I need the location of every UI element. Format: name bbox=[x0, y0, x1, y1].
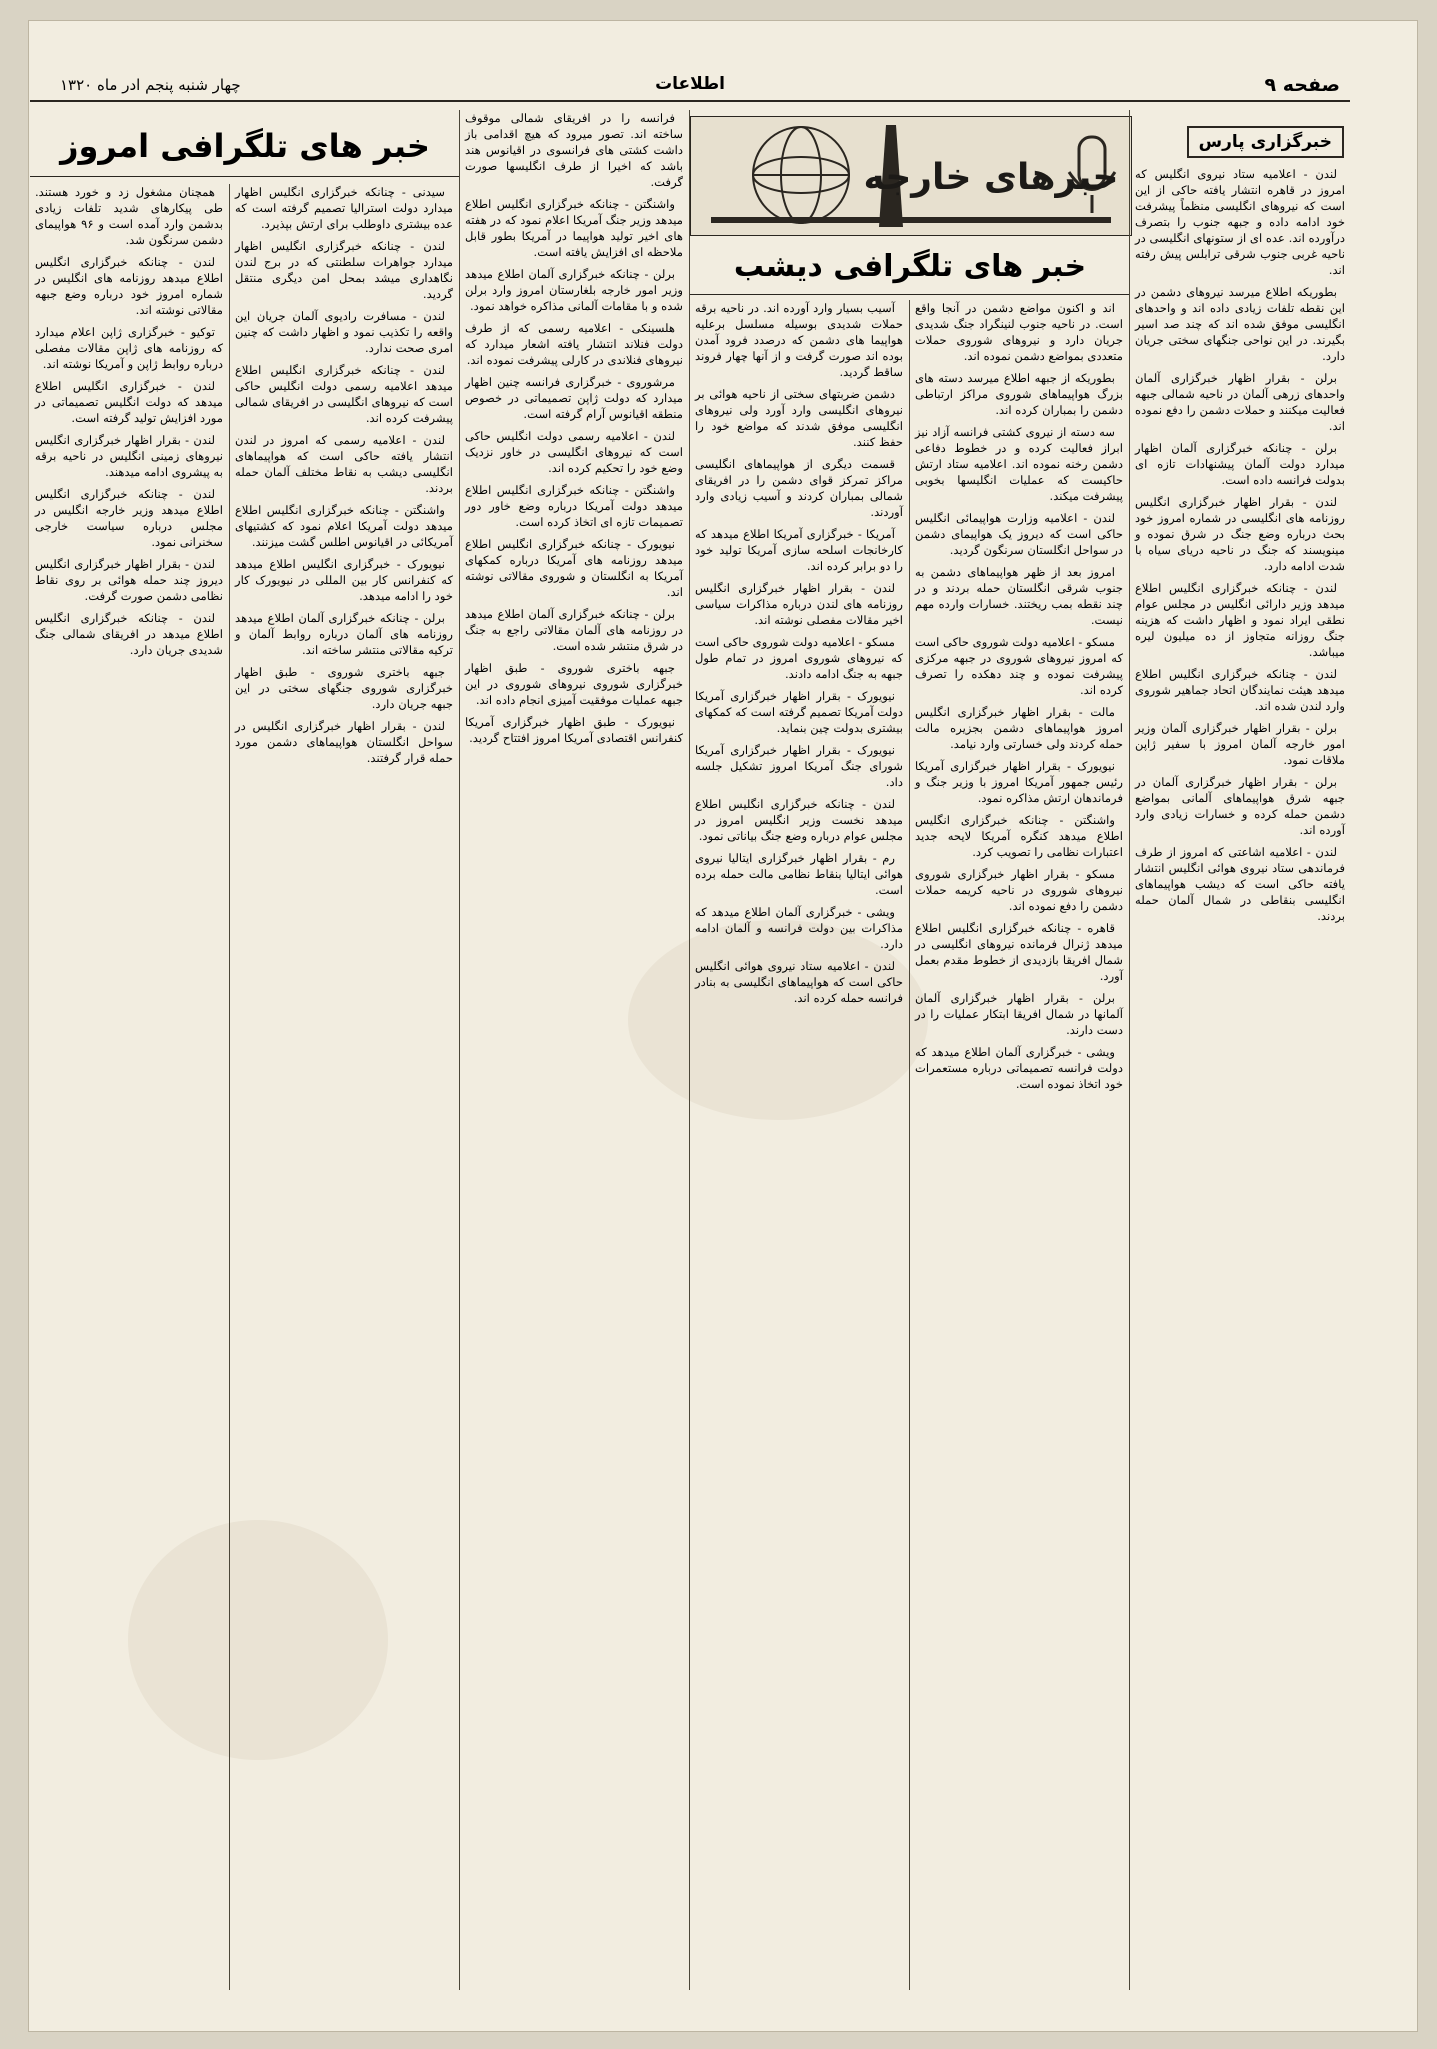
news-item: لندن - چنانکه خبرگزاری انگلیس اطلاع میدهد نخست وزیر انگلیس امروز در مجلس عوام درباره وضع جنگ بیاناتی نمود. bbox=[695, 797, 903, 843]
news-column-1 bbox=[1130, 166, 1350, 1990]
column-rule bbox=[909, 300, 910, 1990]
pars-agency-heading bbox=[1130, 116, 1350, 160]
news-item: قاهره - چنانکه خبرگزاری انگلیس اطلاع میدهد ژنرال فرمانده نیروهای انگلیسی در شمال افریقا بازدیدی از خطوط مقدم بعمل آورد. bbox=[915, 921, 1123, 983]
news-item: دشمن ضربتهای سختی از ناحیه هوائی بر نیروهای انگلیسی وارد آورد ولی نیروهای انگلیسی موفق شدند که مواضع خود را حفظ کنند. bbox=[695, 387, 903, 449]
column-rule bbox=[1129, 110, 1130, 1990]
news-item: سیدنی - چنانکه خبرگزاری انگلیس اظهار میدارد دولت استرالیا تصمیم گرفته است که عده بیشتری داوطلب برای ارتش بپذیرد. bbox=[235, 185, 453, 231]
news-item: لندن - چنانکه خبرگزاری انگلیس اطلاع میدهد روزنامه های انگلیس در شماره امروز خود درباره وضع جبهه مقالاتی نوشته اند. bbox=[35, 255, 223, 317]
news-item: نیویورک - بقرار اظهار خبرگزاری آمریکا شورای جنگ آمریکا امروز تشکیل جلسه داد. bbox=[695, 743, 903, 789]
news-item: امروز بعد از ظهر هواپیماهای دشمن به جنوب شرقی انگلستان حمله بردند و در چند نقطه بمب ریختند. خسارات وارده مهم نیست. bbox=[915, 565, 1123, 627]
newspaper-name: اطلاعات bbox=[655, 74, 725, 94]
foreign-news-banner bbox=[690, 116, 1132, 236]
news-item: لندن - بقرار اظهار خبرگزاری انگلیس در سواحل انگلستان هواپیماهای دشمن مورد حمله قرار گرفتند. bbox=[235, 719, 453, 765]
news-column-2 bbox=[910, 300, 1128, 1990]
news-item: لندن - اعلامیه ستاد نیروی انگلیس که امروز در قاهره انتشار یافته حاکی از این است که نیروهای انگلیسی منظماً پیشرفت خود ادامه داده و جبهه جنوب را بتصرف درآورده اند. عده ای از ستونهای انگلیسی در ناحیه غربی جنوب شرقی ترابلس پیش رفته اند. bbox=[1135, 167, 1345, 277]
news-item: واشنگتن - چنانکه خبرگزاری انگلیس اطلاع میدهد کنگره آمریکا لایحه جدید اعتبارات نظامی را تصویب کرد. bbox=[915, 813, 1123, 859]
news-item: برلن - چنانکه خبرگزاری آلمان اظهار میدارد دولت آلمان پیشنهادات تازه ای بدولت فرانسه داده است. bbox=[1135, 441, 1345, 487]
news-item: فرانسه را در افریقای شمالی موقوف ساخته اند. تصور میرود که هیچ اقدامی باز داشت کشتی های فرانسوی در اقیانوس هند باشد که اخیرا از طرف انگلیسها صورت گرفت. bbox=[465, 111, 683, 189]
news-item: بطوریکه از جبهه اطلاع میرسد دسته های بزرگ هواپیماهای شوروی مراکز ارتباطی دشمن را بمباران کرده اند. bbox=[915, 371, 1123, 417]
news-item: واشنگتن - چنانکه خبرگزاری انگلیس اطلاع میدهد دولت آمریکا اعلام نمود که کشتیهای آمریکائی در اقیانوس اطلس گشت میزنند. bbox=[235, 503, 453, 549]
news-item: جبهه باختری شوروی - طبق اظهار خبرگزاری شوروی نیروهای شوروی در این جبهه عملیات موفقیت آمیزی انجام داده اند. bbox=[465, 661, 683, 707]
news-item: لندن - بقرار اظهار خبرگزاری انگلیس روزنامه های انگلیسی در شماره امروز خود بحث درباره وضع جنگ در شرق نموده و مینویسند که جنگ در ناحیه دریای سیاه با شدت ادامه دارد. bbox=[1135, 495, 1345, 573]
news-item: لندن - بقرار اظهار خبرگزاری انگلیس دیروز چند حمله هوائی بر روی نقاط نظامی دشمن صورت گرفت. bbox=[35, 557, 223, 603]
news-item: لندن - چنانکه خبرگزاری انگلیس اطلاع میدهد اعلامیه رسمی دولت انگلیس حاکی است که نیروهای انگلیسی در افریقای شمالی پیشرفت کرده اند. bbox=[235, 363, 453, 425]
news-item: آمریکا - خبرگزاری آمریکا اطلاع میدهد که کارخانجات اسلحه سازی آمریکا تولید خود را دو برابر کرده اند. bbox=[695, 527, 903, 573]
news-item: برلن - چنانکه خبرگزاری آلمان اطلاع میدهد وزیر امور خارجه بلغارستان امروز وارد برلن شده و با مقامات آلمانی مذاکره خواهد نمود. bbox=[465, 267, 683, 313]
headline-telegraph-night: خبر های تلگرافی دیشب bbox=[690, 240, 1130, 295]
news-item: برلن - بقرار اظهار خبرگزاری آلمان واحدهای زرهی آلمان در ناحیه شمالی جبهه فعالیت میکنند و حملات دشمن را دفع نموده اند. bbox=[1135, 371, 1345, 433]
page-number: صفحه ۹ bbox=[1264, 74, 1340, 96]
news-item: لندن - چنانکه خبرگزاری انگلیس اطلاع میدهد در افریقای شمالی جنگ شدیدی جریان دارد. bbox=[35, 611, 223, 657]
news-item: لندن - اعلامیه اشاعتی که امروز از طرف فرماندهی ستاد نیروی هوائی انگلیس انتشار یافته حاکی است که دیشب هواپیماهای انگلیسی بنقاطی در شمال آلمان حمله بردند. bbox=[1135, 845, 1345, 923]
column-rule bbox=[689, 110, 690, 1990]
headline-telegraph-today: خبر های تلگرافی امروز bbox=[30, 116, 460, 177]
news-item: لندن - چنانکه خبرگزاری انگلیس اطلاع میدهد وزیر دارائی انگلیس در مجلس عوام نطقی ایراد نمود و اظهار داشت که هزینه جنگ روزانه متجاوز از ده میلیون لیره میباشد. bbox=[1135, 581, 1345, 659]
banner-title: خبرهای خارجه bbox=[863, 157, 1119, 198]
news-item: مالت - بقرار اظهار خبرگزاری انگلیس امروز هواپیماهای دشمن بجزیره مالت حمله کردند ولی خسارتی وارد نیامد. bbox=[915, 705, 1123, 751]
news-item: نیویورک - بقرار اظهار خبرگزاری آمریکا رئیس جمهور آمریکا امروز با وزیر جنگ و فرماندهان ارتش مذاکره نمود. bbox=[915, 759, 1123, 805]
news-item: لندن - چنانکه خبرگزاری انگلیس اطلاع میدهد وزیر خارجه انگلیس در مجلس درباره سیاست خارجی سخنرانی نمود. bbox=[35, 487, 223, 549]
news-item: مرشوروی - خبرگزاری فرانسه چنین اظهار میدارد که دولت ژاپن تصمیماتی در خصوص منطقه اقیانوس آرام گرفته است. bbox=[465, 375, 683, 421]
news-column-4 bbox=[460, 110, 688, 1990]
issue-date: چهار شنبه پنجم ادر ماه ۱۳۲۰ bbox=[60, 76, 241, 94]
news-column-6 bbox=[30, 184, 228, 1990]
news-item: قسمت دیگری از هواپیماهای انگلیسی مراکز تمرکز قوای دشمن را در افریقای شمالی بمباران کردند و آسیب زیادی وارد آوردند. bbox=[695, 457, 903, 519]
news-item: بطوریکه اطلاع میرسد نیروهای دشمن در این نقطه تلفات زیادی داده اند و واحدهای انگلیسی موفق شده اند که چند صد اسیر بگیرند. در این نواحی جنگهای سختی جریان دارد. bbox=[1135, 285, 1345, 363]
news-item: مسکو - بقرار اظهار خبرگزاری شوروی نیروهای شوروی در ناحیه کریمه حملات دشمن را دفع نموده اند. bbox=[915, 867, 1123, 913]
news-item: واشنگتن - چنانکه خبرگزاری انگلیس اطلاع میدهد وزیر جنگ آمریکا اعلام نمود که در هفته های اخیر تولید هواپیما در آمریکا بطور قابل ملاحظه ای افزایش یافته است. bbox=[465, 197, 683, 259]
news-item: لندن - چنانکه خبرگزاری انگلیس اطلاع میدهد هیئت نمایندگان اتحاد جماهیر شوروی وارد لندن شده اند. bbox=[1135, 667, 1345, 713]
news-column-3 bbox=[690, 300, 908, 1990]
news-item: مسکو - اعلامیه دولت شوروی حاکی است که امروز نیروهای شوروی در جبهه مرکزی پیشرفت نموده و چند دهکده را تصرف کرده اند. bbox=[915, 635, 1123, 697]
news-item: هلسینکی - اعلامیه رسمی که از طرف دولت فنلاند انتشار یافته اشعار میدارد که نیروهای فنلاندی در کارلی پیشرفت نموده اند. bbox=[465, 321, 683, 367]
page-header bbox=[30, 70, 1350, 102]
news-item: سه دسته از نیروی کشتی فرانسه آزاد نیز ابراز فعالیت کرده و در خطوط دفاعی دشمن رخنه نموده اند. اعلامیه ستاد ارتش حاکیست که عملیات انگلیسها بخوبی پیشرفت میکند. bbox=[915, 425, 1123, 503]
news-item: لندن - چنانکه خبرگزاری انگلیس اظهار میدارد جواهرات سلطنتی که در برج لندن نگاهداری میشد بمحل امن دیگری منتقل گردید. bbox=[235, 239, 453, 301]
banner-illustration bbox=[691, 117, 1131, 235]
news-column-5 bbox=[230, 184, 458, 1990]
news-item: مسکو - اعلامیه دولت شوروی حاکی است که نیروهای شوروی امروز در تمام طول جبهه به جنگ ادامه دادند. bbox=[695, 635, 903, 681]
news-item: برلن - چنانکه خبرگزاری آلمان اطلاع میدهد روزنامه های آلمان درباره روابط آلمان و ترکیه مقالاتی منتشر ساخته اند. bbox=[235, 611, 453, 657]
news-item: رم - بقرار اظهار خبرگزاری ایتالیا نیروی هوائی ایتالیا بنقاط نظامی مالت حمله برده است. bbox=[695, 851, 903, 897]
news-item: آسیب بسیار وارد آورده اند. در ناحیه برقه حملات شدیدی بوسیله مسلسل برعلیه هواپیما های دشمن که درصدد فرود آمدن بوده اند صورت گرفت و از آنها چهار فروند ساقط گردید. bbox=[695, 301, 903, 379]
news-item: نیویورک - بقرار اظهار خبرگزاری آمریکا دولت آمریکا تصمیم گرفته است که کمکهای بیشتری بدولت چین بنماید. bbox=[695, 689, 903, 735]
news-item: برلن - بقرار اظهار خبرگزاری آلمان در جبهه شرق هواپیماهای آلمانی بمواضع دشمن حمله کرده و خسارات زیادی وارد آورده اند. bbox=[1135, 775, 1345, 837]
news-item: برلن - چنانکه خبرگزاری آلمان اطلاع میدهد در روزنامه های آلمان مقالاتی راجع به جنگ در شرق منتشر شده است. bbox=[465, 607, 683, 653]
news-item: لندن - اعلامیه وزارت هواپیمائی انگلیس حاکی است که دیروز یک هواپیمای دشمن در سواحل انگلستان سرنگون گردید. bbox=[915, 511, 1123, 557]
news-item: اند و اکنون مواضع دشمن در آنجا واقع است. در ناحیه جنوب لنینگراد جنگ شدیدی جریان دارد و نیروهای شوروی حملات متعددی بمواضع دشمن نموده اند. bbox=[915, 301, 1123, 363]
news-item: برلن - بقرار اظهار خبرگزاری آلمان وزیر امور خارجه آلمان امروز با سفیر ژاپن ملاقات نمود. bbox=[1135, 721, 1345, 767]
news-item: نیویورک - طبق اظهار خبرگزاری آمریکا کنفرانس اقتصادی آمریکا امروز افتتاح گردید. bbox=[465, 715, 683, 745]
column-rule bbox=[459, 110, 460, 1990]
news-item: واشنگتن - چنانکه خبرگزاری انگلیس اطلاع میدهد دولت آمریکا درباره وضع خاور دور تصمیمات تازه ای اتخاذ کرده است. bbox=[465, 483, 683, 529]
news-item: لندن - خبرگزاری انگلیس اطلاع میدهد که دولت انگلیس تصمیماتی در مورد افزایش تولید گرفته است. bbox=[35, 379, 223, 425]
news-item: ویشی - خبرگزاری آلمان اطلاع میدهد که مذاکرات بین دولت فرانسه و آلمان ادامه دارد. bbox=[695, 905, 903, 951]
pars-agency-label: خبرگزاری پارس bbox=[1187, 126, 1344, 158]
news-item: توکیو - خبرگزاری ژاپن اعلام میدارد که روزنامه های ژاپن مقالات مفصلی درباره روابط ژاپن و آمریکا نوشته اند. bbox=[35, 325, 223, 371]
news-item: لندن - اعلامیه رسمی که امروز در لندن انتشار یافته حاکی است که هواپیماهای انگلیسی دیشب به نقاط مختلف آلمان حمله بردند. bbox=[235, 433, 453, 495]
news-item: لندن - اعلامیه ستاد نیروی هوائی انگلیس حاکی است که هواپیماهای انگلیسی به بنادر فرانسه حمله کرده اند. bbox=[695, 959, 903, 1005]
news-item: نیویورک - خبرگزاری انگلیس اطلاع میدهد که کنفرانس کار بین المللی در نیویورک کار خود را ادامه میدهد. bbox=[235, 557, 453, 603]
news-item: لندن - مسافرت رادیوی آلمان جریان این واقعه را تکذیب نمود و اظهار داشت که چنین امری صحت ندارد. bbox=[235, 309, 453, 355]
news-item: لندن - بقرار اظهار خبرگزاری انگلیس نیروهای زمینی انگلیس در ناحیه برقه به پیشروی ادامه میدهند. bbox=[35, 433, 223, 479]
news-item: لندن - بقرار اظهار خبرگزاری انگلیس روزنامه های لندن درباره مذاکرات سیاسی اخیر مقالات مفصلی نوشته اند. bbox=[695, 581, 903, 627]
news-item: برلن - بقرار اظهار خبرگزاری آلمان آلمانها در شمال افریقا ابتکار عملیات را در دست دارند. bbox=[915, 991, 1123, 1037]
news-item: همچنان مشغول زد و خورد هستند. طی پیکارهای شدید تلفات زیادی بدشمن وارد آمده است و ۹۶ هواپیمای دشمن سرنگون شد. bbox=[35, 185, 224, 247]
news-item: جبهه باختری شوروی - طبق اظهار خبرگزاری شوروی جنگهای سختی در این جبهه جریان دارد. bbox=[235, 665, 453, 711]
column-rule bbox=[229, 184, 230, 1990]
news-item: نیویورک - چنانکه خبرگزاری انگلیس اطلاع میدهد روزنامه های آمریکا درباره کمکهای آمریکا به انگلستان و شوروی مقالاتی نوشته اند. bbox=[465, 537, 683, 599]
news-item: لندن - اعلامیه رسمی دولت انگلیس حاکی است که نیروهای انگلیسی در خاور نزدیک وضع خود را تحکیم کرده اند. bbox=[465, 429, 683, 475]
news-item: ویشی - خبرگزاری آلمان اطلاع میدهد که دولت فرانسه تصمیماتی درباره مستعمرات خود اتخاذ نموده است. bbox=[915, 1045, 1123, 1091]
